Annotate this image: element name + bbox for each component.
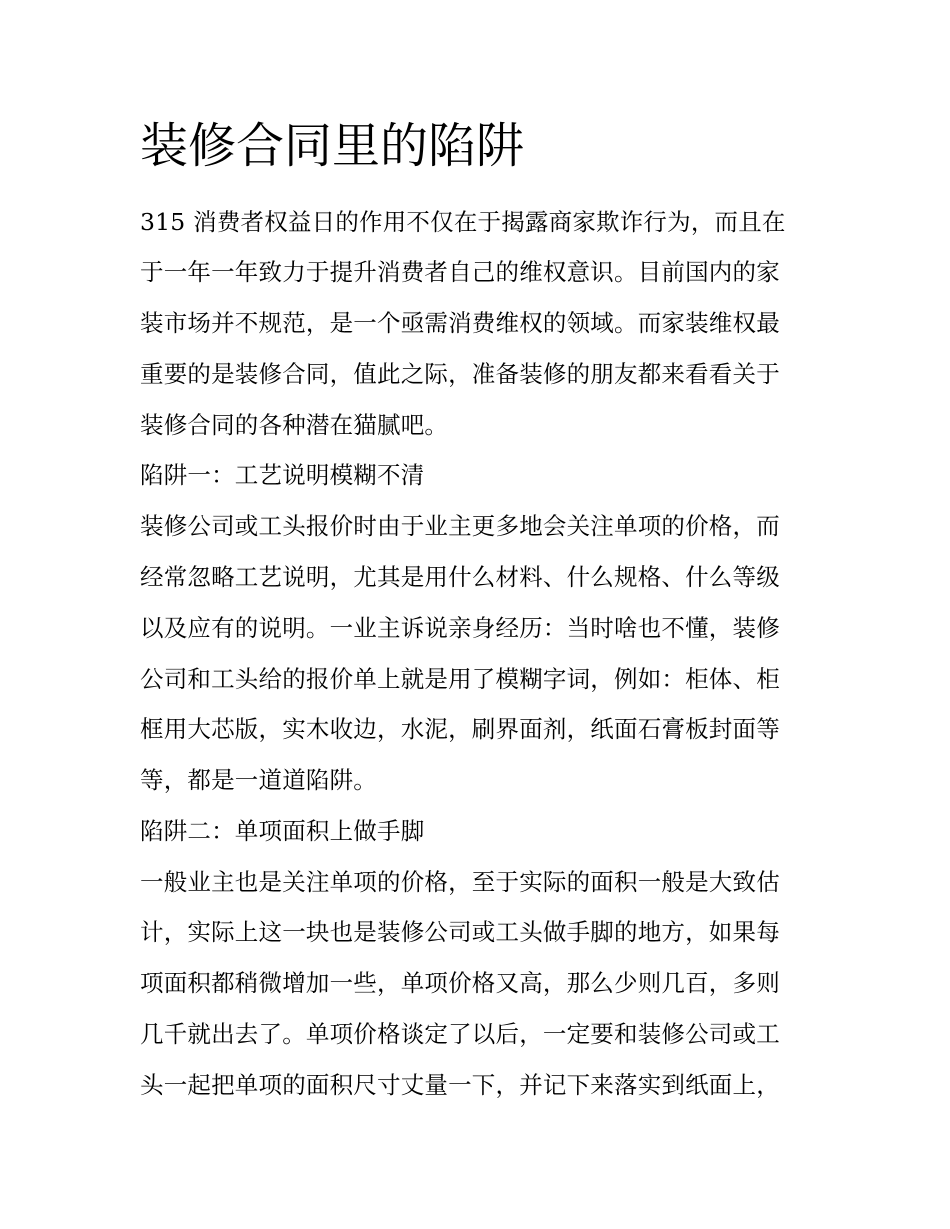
- paragraph-line: 计，实际上这一块也是装修公司或工头做手脚的地方，如果每: [140, 918, 780, 946]
- paragraph-line: 项面积都稍微增加一些，单项价格又高，那么少则几百，多则: [140, 969, 780, 997]
- document-title: 装修合同里的陷阱: [140, 118, 525, 174]
- paragraph-line: 装修合同的各种潜在猫腻吧。: [140, 411, 449, 439]
- paragraph-line: 315 消费者权益日的作用不仅在于揭露商家欺诈行为，而且在: [140, 208, 786, 236]
- paragraph-line: 框用大芯版，实木收边，水泥，刷界面剂，纸面石膏板封面等: [140, 715, 780, 743]
- paragraph-line: 几千就出去了。单项价格谈定了以后，一定要和装修公司或工: [140, 1020, 780, 1048]
- section-heading: 陷阱二：单项面积上做手脚: [140, 817, 425, 845]
- paragraph-line: 公司和工头给的报价单上就是用了模糊字词，例如：柜体、柜: [140, 665, 780, 693]
- paragraph-line: 等，都是一道道陷阱。: [140, 766, 377, 794]
- paragraph-line: 装市场并不规范，是一个亟需消费维权的领域。而家装维权最: [140, 309, 780, 337]
- paragraph-line: 装修公司或工头报价时由于业主更多地会关注单项的价格，而: [140, 512, 780, 540]
- paragraph-line: 一般业主也是关注单项的价格，至于实际的面积一般是大致估: [140, 868, 780, 896]
- paragraph-line: 以及应有的说明。一业主诉说亲身经历：当时啥也不懂，装修: [140, 614, 780, 642]
- paragraph-line: 于一年一年致力于提升消费者自己的维权意识。目前国内的家: [140, 258, 780, 286]
- paragraph-line: 经常忽略工艺说明，尤其是用什么材料、什么规格、什么等级: [140, 563, 780, 591]
- paragraph-line: 头一起把单项的面积尺寸丈量一下，并记下来落实到纸面上，: [140, 1071, 780, 1099]
- section-heading: 陷阱一：工艺说明模糊不清: [140, 461, 425, 489]
- paragraph-line: 重要的是装修合同，值此之际，准备装修的朋友都来看看关于: [140, 360, 780, 388]
